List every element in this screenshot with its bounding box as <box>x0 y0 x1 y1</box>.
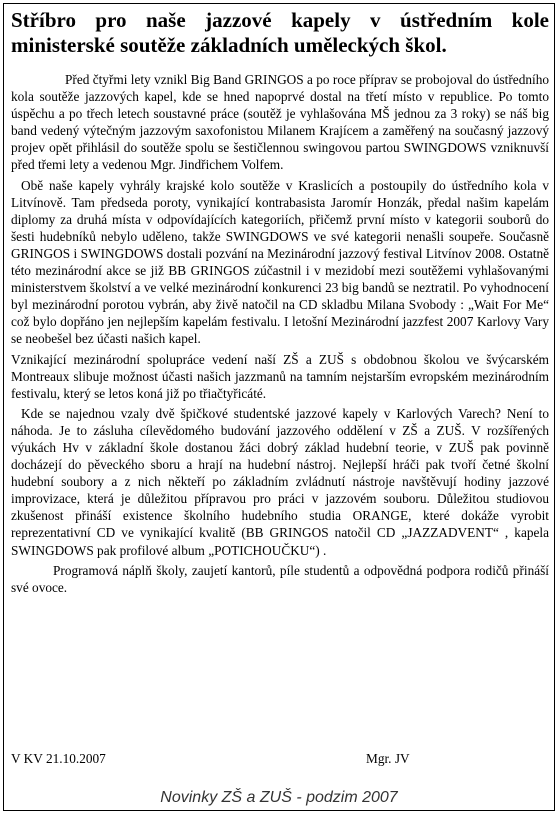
paragraph-1: Před čtyřmi lety vznikl Big Band GRINGOS a po roce příprav se probojoval do ústředního kola soutěže jazzových kapel, kde se hned napoprvé dostal na třetí místo v republice. Po tomto úspěchu a po třech letech soustavné práce (soutěž je vyhlašována MŠ jednou za 3 roky) se náš big band vedený výtečným jazzovým saxofonistou Milanem Krajícem a zaměřený na současný jazzový projev opět přihlásil do soutěže spolu se šestičlennou swingovou partou SWINGDOWS vzniknuvší před třemi lety a vedenou Mgr. Jindřichem Volfem. <box>11 72 549 173</box>
title-line-2: ministerské soutěže základních uměleckých škol. <box>11 33 447 57</box>
paragraph-5: Programová náplň školy, zaujetí kantorů, píle studentů a odpovědná podpora rodičů přináší své ovoce. <box>11 562 549 595</box>
article-body <box>11 71 549 599</box>
page-frame <box>3 3 555 811</box>
article <box>4 4 554 810</box>
title-line-1: Stříbro pro naše jazzové kapely v ústředním kole <box>11 8 549 32</box>
paragraph-2: Obě naše kapely vyhrály krajské kolo soutěže v Kraslicích a postoupily do ústředního kola v Litvínově. Tam předseda poroty, vynikající kontrabasista Jaromír Honzák, předal našim kapelám diplomy za druhá místa v odpovídajících kategoriích, přičemž první místo v kategorii souborů do šesti hudebníků nebylo uděleno, takže SWINGDOWS ve své kategorii nenašli soupeře. Současně GRINGOS i SWINGDOWS dostali pozvání na Mezinárodní jazzový festival Litvínov 2008. Ostatně této mezinárodní akce se již BB GRINGOS zúčastnil i v mezidobí mezi soutěžemi vyhlašovanými ministerstvem školství a ve velké mezinárodní konkurenci 23 big bandů se neztratil. Po vyhodnocení byl mezinárodní porotou vybrán, aby živě natočil na CD skladbu Milana Svobody : „Wait For Me“ což bylo dopřáno jen nejlepším kapelám festivalu. I letošní Mezinárodní jazzfest 2007 Karlovy Vary se neobešel bez účasti našich kapel. <box>11 177 549 347</box>
paragraph-3: Vznikající mezinárodní spolupráce vedení naší ZŠ a ZUŠ s obdobnou školou ve švýcarském Montreaux slibuje možnost účasti našich jazzmanů na tamním nejstarším evropském mezinárodním festivalu, který se letos koná již po třiačtyřicáté. <box>11 351 549 401</box>
article-date: V KV 21.10.2007 <box>11 751 106 766</box>
paragraph-4: Kde se najednou vzaly dvě špičkové studentské jazzové kapely v Karlových Varech? Není to náhoda. Je to zásluha cílevědomého budování jazzového oddělení v ZŠ a ZUŠ. V rozšířených výukách Hv v základní škole dostanou žáci dobrý základ hudební teorie, v ZUŠ pak povinně docházejí do pěveckého sboru a hrají na hudební nástroj. Nejlepší hráči pak tvoří četné školní hudební soubory a z nich někteří po základním zvládnutí nástroje navštěvují hodiny jazzové improvizace, která je důležitou přípravou pro práci v jazzovém souboru. Důležitou studiovou zkušenost přináší existence školního hudebního studia ORANGE, které dokáže vyrobit reprezentativní CD ve vynikající kvalitě (BB GRINGOS natočil CD „JAZZADVENT“ , kapela SWINGDOWS pak profilové album „POTICHOUČKU“) . <box>11 405 549 558</box>
article-title <box>11 8 549 58</box>
newsletter-footer: Novinky ZŠ a ZUŠ - podzim 2007 <box>160 789 398 806</box>
article-author: Mgr. JV <box>366 751 410 766</box>
